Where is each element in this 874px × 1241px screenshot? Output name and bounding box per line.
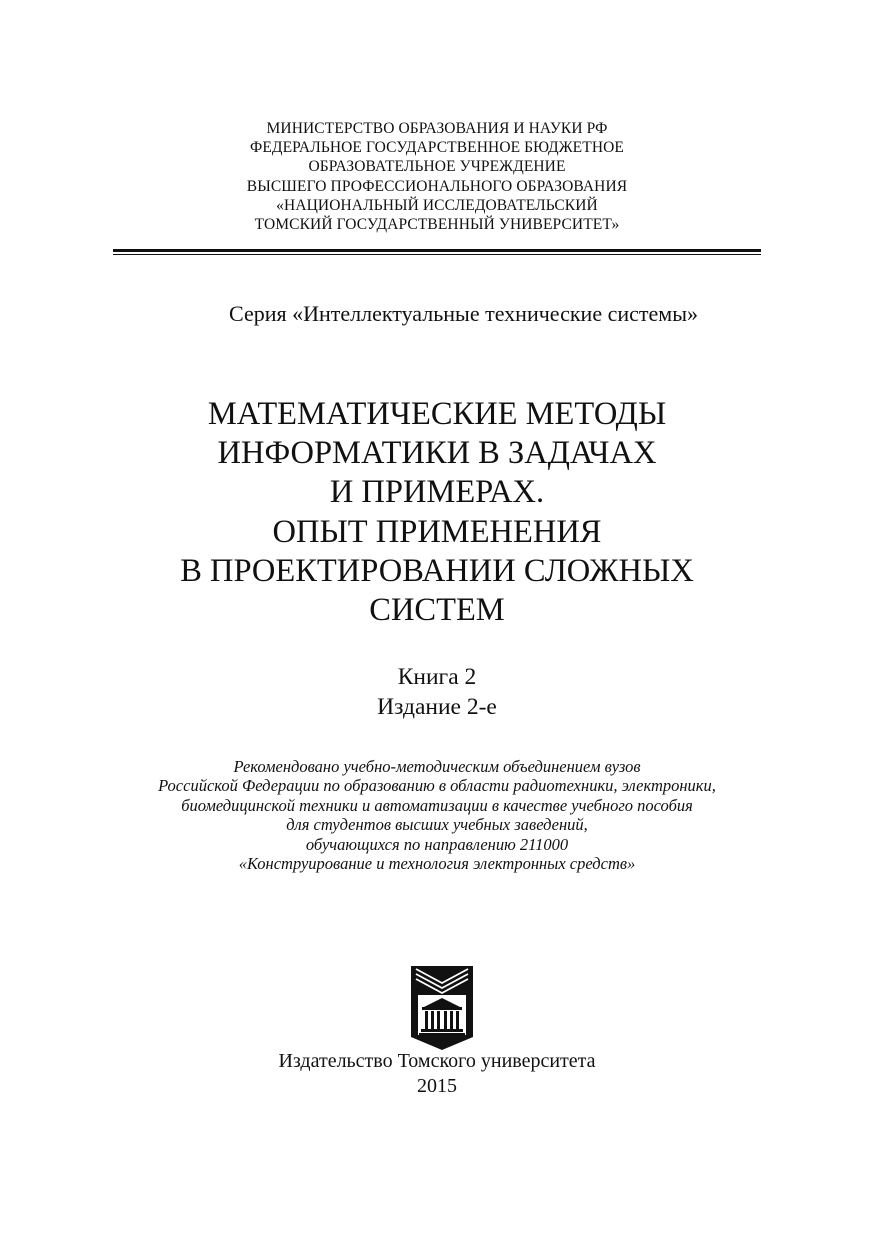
institution-header [0, 119, 874, 234]
header-line: ТОМСКИЙ ГОСУДАРСТВЕННЫЙ УНИВЕРСИТЕТ» [254, 216, 620, 234]
title-line: МАТЕМАТИЧЕСКИЕ МЕТОДЫ [207, 396, 667, 432]
recommendation-line: «Конструирование и технология электронных средств» [238, 854, 636, 874]
book-info [0, 662, 874, 722]
header-divider-thick [113, 249, 761, 252]
title-line: ОПЫТ ПРИМЕНЕНИЯ [272, 513, 602, 550]
recommendation-line: Российской Федерации по образованию в области радиотехники, электроники, [158, 776, 716, 796]
publication-year: 2015 [417, 1075, 457, 1097]
university-building-logo-icon [410, 965, 474, 1051]
publisher-name: Издательство Томского университета [278, 1050, 596, 1072]
recommendation-line: для студентов высших учебных заведений, [286, 815, 588, 835]
title-line: СИСТЕМ [369, 592, 505, 629]
recommendation-line: биомедицинской техники и автоматизации в качестве учебного пособия [181, 795, 693, 815]
book-volume: Книга 2 [397, 664, 477, 690]
header-line: ОБРАЗОВАТЕЛЬНОЕ УЧРЕЖДЕНИЕ [308, 158, 566, 176]
title-line: И ПРИМЕРАХ. [329, 474, 545, 511]
publisher-info [0, 1049, 874, 1099]
recommendation-line: обучающихся по направлению 211000 [305, 834, 569, 854]
series-title: Серия «Интеллектуальные технические системы» [229, 301, 698, 326]
title-line: ИНФОРМАТИКИ В ЗАДАЧАХ [217, 435, 657, 472]
header-line: ВЫСШЕГО ПРОФЕССИОНАЛЬНОГО ОБРАЗОВАНИЯ [246, 177, 628, 195]
header-line: ФЕДЕРАЛЬНОЕ ГОСУДАРСТВЕННОЕ БЮДЖЕТНОЕ [250, 139, 624, 157]
header-line: МИНИСТЕРСТВО ОБРАЗОВАНИЯ И НАУКИ РФ [266, 120, 608, 137]
header-line: «НАЦИОНАЛЬНЫЙ ИССЛЕДОВАТЕЛЬСКИЙ [276, 196, 598, 214]
title-line: В ПРОЕКТИРОВАНИИ СЛОЖНЫХ [180, 552, 694, 589]
recommendation-line: Рекомендовано учебно-методическим объединением вузов [233, 757, 641, 776]
book-title [0, 395, 874, 630]
recommendation-text [0, 757, 874, 873]
book-edition: Издание 2-е [377, 694, 497, 720]
header-divider-thin [113, 254, 761, 255]
